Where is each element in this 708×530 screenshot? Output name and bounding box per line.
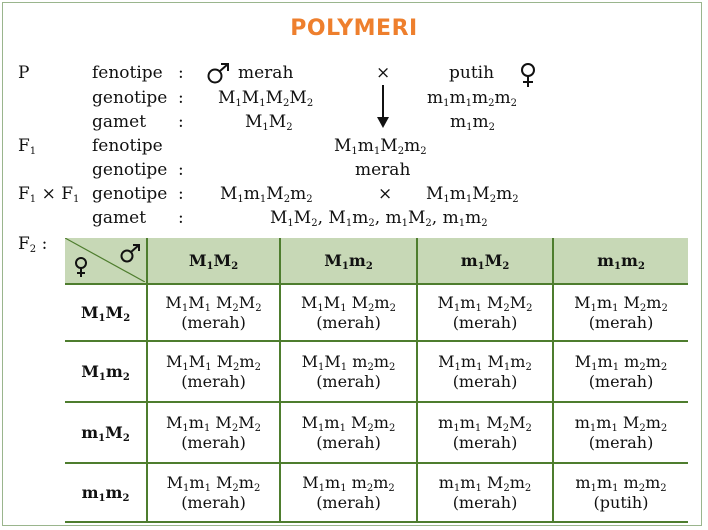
cell-phenotype: (merah) (316, 371, 381, 391)
cell-genotype: $M_1M_1$ $M_2m_2$ (166, 351, 261, 373)
colon: : (178, 160, 184, 180)
cell-genotype: $M_1m_1$ $M_2M_2$ (437, 292, 533, 314)
page-title: POLYMERI (290, 16, 418, 41)
punnett-cell (147, 463, 280, 522)
f1-cross-sign: × (378, 184, 393, 204)
female-phenotype: putih (449, 63, 495, 83)
cell-phenotype: (merah) (181, 371, 246, 391)
cell-genotype: $m_1m_1$ $M_2M_2$ (438, 412, 532, 434)
punnett-cell (280, 341, 417, 402)
punnett-row (65, 341, 688, 402)
colon: : (178, 63, 184, 83)
cell-phenotype: (merah) (181, 432, 246, 452)
cell-genotype: $m_1m_1$ $M_2m_2$ (574, 412, 668, 434)
punnett-cell (553, 463, 688, 522)
punnett-cell (417, 402, 553, 463)
male-symbol-icon (119, 244, 143, 264)
colon: : (178, 88, 184, 108)
row-header-gamete: $m_1M_2$ (65, 402, 147, 463)
colon: : (178, 184, 184, 204)
cell-genotype: $M_1m_1$ $M_2m_2$ (574, 292, 668, 314)
cell-phenotype: (merah) (588, 432, 654, 452)
cell-genotype: $M_1m_1$ $M_2M_2$ (166, 412, 261, 434)
f1-phenotype: merah (355, 160, 411, 180)
column-header-gamete: $M_1M_2$ (147, 238, 280, 284)
punnett-cell (417, 284, 553, 341)
column-header-gamete: $M_1m_2$ (280, 238, 417, 284)
cell-phenotype: (merah) (316, 312, 381, 332)
cell-phenotype: (merah) (452, 492, 518, 512)
cell-genotype: $m_1m_1$ $m_2m_2$ (575, 472, 667, 494)
female-genotype: $m_1m_1m_2m_2$ (427, 88, 517, 109)
female-symbol-icon (518, 62, 538, 88)
parental-phenotype-label: fenotipe (92, 63, 163, 83)
f1-cross-gamete-label: gamet (92, 208, 147, 228)
cell-genotype: $M_1m_1$ $M_1m_2$ (438, 351, 532, 373)
male-gamete: $M_1M_2$ (245, 112, 293, 133)
cell-genotype: $M_1m_1$ $M_2m_2$ (301, 412, 396, 434)
cell-phenotype: (merah) (452, 432, 518, 452)
f1-cross-right-genotype: $M_1m_1M_2m_2$ (426, 184, 519, 205)
colon: : (178, 112, 184, 132)
punnett-row (65, 402, 688, 463)
punnett-cell (553, 402, 688, 463)
cell-genotype: $M_1M_1$ $m_2m_2$ (301, 351, 396, 373)
punnett-cell (147, 341, 280, 402)
female-gamete: $m_1m_2$ (450, 112, 495, 133)
cell-phenotype: (merah) (452, 312, 518, 332)
cell-genotype: $M_1M_1$ $M_2M_2$ (165, 292, 262, 314)
f1-cross-left-genotype: $M_1m_1M_2m_2$ (220, 184, 313, 205)
cell-phenotype: (merah) (316, 492, 381, 512)
male-phenotype: merah (238, 63, 294, 83)
cell-phenotype: (merah) (316, 432, 381, 452)
cell-phenotype: (putih) (593, 492, 649, 512)
punnett-row (65, 284, 688, 341)
punnett-cell (280, 402, 417, 463)
punnett-corner (65, 238, 147, 284)
cell-phenotype: (merah) (452, 371, 518, 391)
row-header-gamete: $M_1m_2$ (65, 341, 147, 402)
arrow-down-icon (376, 85, 390, 129)
cell-phenotype: (merah) (588, 371, 654, 391)
parental-cross-sign: × (376, 63, 391, 83)
parental-genotype-label: genotipe (92, 88, 168, 108)
column-header-gamete: $m_1m_2$ (553, 238, 688, 284)
punnett-cell (417, 463, 553, 522)
f1-cross-genotype-label: genotipe (92, 184, 168, 204)
punnett-cell (280, 284, 417, 341)
f1-cross-row-label: $F_1 \times F_1$ (18, 184, 80, 205)
f1-cross-gametes: $M_1M_2$, $M_1m_2$, $m_1M_2$, $m_1m_2$ (270, 208, 488, 229)
punnett-cell (417, 341, 553, 402)
parental-gamete-label: gamet (92, 112, 147, 132)
female-symbol-icon (73, 256, 89, 278)
f1-genotype: $M_1m_1M_2m_2$ (334, 136, 427, 157)
parental-row-label: P (18, 63, 30, 83)
f2-row-label: $F_2$ : (18, 234, 48, 255)
colon: : (178, 208, 184, 228)
punnett-cell (553, 284, 688, 341)
punnett-cell (553, 341, 688, 402)
cell-genotype: $M_1m_1$ $M_2m_2$ (166, 472, 261, 494)
f1-phenotype-label: fenotipe (92, 136, 163, 156)
cell-phenotype: (merah) (181, 312, 246, 332)
column-header-gamete: $m_1M_2$ (417, 238, 553, 284)
f1-row-label: $F_1$ (18, 136, 37, 157)
male-genotype: $M_1M_1M_2M_2$ (218, 88, 314, 109)
cell-genotype: $M_1m_1$ $m_2m_2$ (574, 351, 668, 373)
punnett-cell (280, 463, 417, 522)
f1-genotype-label: genotipe (92, 160, 168, 180)
cell-genotype: $M_1M_1$ $M_2m_2$ (301, 292, 396, 314)
punnett-row (65, 463, 688, 522)
row-header-gamete: $m_1m_2$ (65, 463, 147, 522)
punnett-cell (147, 284, 280, 341)
punnett-header-row (65, 238, 688, 284)
cell-phenotype: (merah) (181, 492, 246, 512)
cell-phenotype: (merah) (588, 312, 654, 332)
punnett-square (65, 238, 688, 523)
row-header-gamete: $M_1M_2$ (65, 284, 147, 341)
male-symbol-icon (206, 63, 232, 85)
punnett-cell (147, 402, 280, 463)
cell-genotype: $m_1m_1$ $M_2m_2$ (438, 472, 532, 494)
cell-genotype: $M_1m_1$ $m_2m_2$ (302, 472, 395, 494)
